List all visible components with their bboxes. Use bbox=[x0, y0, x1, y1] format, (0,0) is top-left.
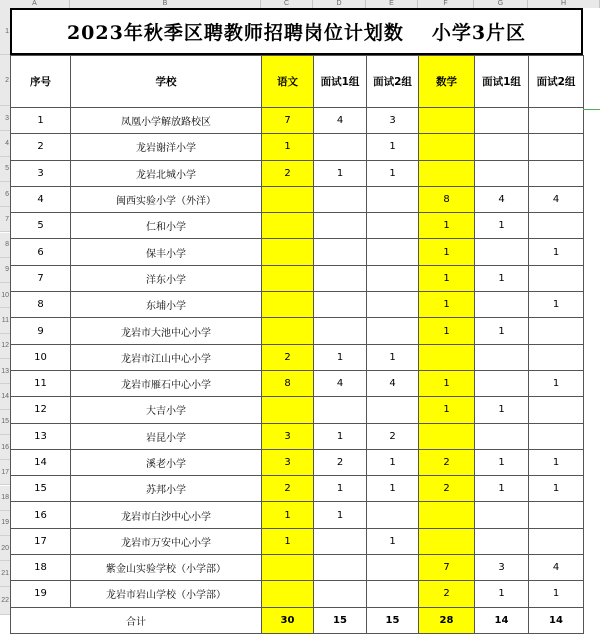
table-row bbox=[11, 160, 584, 186]
row-number[interactable]: 7 bbox=[0, 207, 10, 232]
cell-school[interactable]: 仁和小学 bbox=[71, 213, 262, 239]
header-chinese[interactable]: 语文 bbox=[262, 56, 314, 108]
cell-math-group2[interactable]: 1 bbox=[529, 476, 584, 502]
cell-cn-group2[interactable]: 1 bbox=[367, 449, 419, 475]
title-main: 2023年秋季区聘教师招聘岗位计划数 bbox=[66, 22, 404, 44]
row-number[interactable]: 10 bbox=[0, 283, 10, 308]
column-letter-c[interactable]: C bbox=[261, 0, 313, 8]
total-row bbox=[11, 607, 584, 633]
cell-math-group1[interactable] bbox=[475, 528, 529, 554]
cell-school[interactable]: 龙岩市岩山学校（小学部） bbox=[71, 581, 262, 607]
cell-chinese[interactable] bbox=[262, 213, 314, 239]
cell-school[interactable]: 洋东小学 bbox=[71, 265, 262, 291]
cell-math-group1[interactable] bbox=[475, 160, 529, 186]
selection-gridline bbox=[583, 109, 600, 110]
sheet-title[interactable] bbox=[10, 8, 583, 55]
cell-cn-group2[interactable] bbox=[367, 239, 419, 265]
cell-cn-group2[interactable] bbox=[367, 265, 419, 291]
cell-cn-group1[interactable]: 1 bbox=[314, 476, 367, 502]
table-row bbox=[11, 476, 584, 502]
row-number[interactable]: 5 bbox=[0, 157, 10, 182]
cell-math-group2[interactable]: 4 bbox=[529, 555, 584, 581]
column-letter-h[interactable]: H bbox=[528, 0, 600, 8]
cell-cn-group2[interactable] bbox=[367, 502, 419, 528]
cell-seq[interactable]: 16 bbox=[11, 502, 71, 528]
cell-cn-group2[interactable]: 1 bbox=[367, 476, 419, 502]
table-row bbox=[11, 528, 584, 554]
cell-math-group2[interactable]: 1 bbox=[529, 239, 584, 265]
cell-school[interactable]: 龙岩市万安中心小学 bbox=[71, 528, 262, 554]
row-number[interactable]: 4 bbox=[0, 131, 10, 156]
total-math-group2[interactable]: 14 bbox=[529, 607, 584, 633]
cell-cn-group1[interactable] bbox=[314, 397, 367, 423]
header-school[interactable]: 学校 bbox=[71, 56, 262, 108]
row-number[interactable]: 9 bbox=[0, 258, 10, 283]
header-math-group1[interactable]: 面试1组 bbox=[475, 56, 529, 108]
cell-math-group1[interactable] bbox=[475, 423, 529, 449]
cell-chinese[interactable]: 7 bbox=[262, 108, 314, 134]
cell-cn-group1[interactable]: 1 bbox=[314, 502, 367, 528]
cell-chinese[interactable]: 3 bbox=[262, 449, 314, 475]
cell-math-group1[interactable]: 1 bbox=[475, 213, 529, 239]
cell-chinese[interactable]: 1 bbox=[262, 528, 314, 554]
cell-cn-group2[interactable]: 1 bbox=[367, 160, 419, 186]
cell-school[interactable]: 龙岩市白沙中心小学 bbox=[71, 502, 262, 528]
row-number[interactable]: 12 bbox=[0, 334, 10, 359]
table-row bbox=[11, 449, 584, 475]
cell-cn-group1[interactable] bbox=[314, 239, 367, 265]
cell-math-group1[interactable]: 3 bbox=[475, 555, 529, 581]
table-row bbox=[11, 265, 584, 291]
cell-cn-group1[interactable] bbox=[314, 581, 367, 607]
row-number[interactable]: 6 bbox=[0, 182, 10, 207]
cell-math-group2[interactable] bbox=[529, 213, 584, 239]
column-letter-a[interactable]: A bbox=[0, 0, 70, 8]
cell-math-group2[interactable] bbox=[529, 265, 584, 291]
cell-cn-group1[interactable] bbox=[314, 528, 367, 554]
table-row bbox=[11, 581, 584, 607]
cell-math-group2[interactable] bbox=[529, 344, 584, 370]
cell-seq[interactable]: 11 bbox=[11, 370, 71, 396]
cell-seq[interactable]: 10 bbox=[11, 344, 71, 370]
cell-cn-group1[interactable]: 4 bbox=[314, 370, 367, 396]
cell-cn-group1[interactable] bbox=[314, 213, 367, 239]
cell-seq[interactable]: 13 bbox=[11, 423, 71, 449]
cell-chinese[interactable] bbox=[262, 292, 314, 318]
total-cn-group1[interactable]: 15 bbox=[314, 607, 367, 633]
cell-math-group1[interactable]: 1 bbox=[475, 581, 529, 607]
cell-cn-group2[interactable]: 2 bbox=[367, 423, 419, 449]
cell-math[interactable] bbox=[419, 344, 475, 370]
cell-math-group1[interactable] bbox=[475, 134, 529, 160]
cell-seq[interactable]: 15 bbox=[11, 476, 71, 502]
cell-cn-group1[interactable]: 1 bbox=[314, 344, 367, 370]
row-number[interactable]: 8 bbox=[0, 233, 10, 258]
cell-school[interactable]: 闽西实验小学（外洋） bbox=[71, 186, 262, 212]
cell-cn-group1[interactable] bbox=[314, 265, 367, 291]
header-math-group2[interactable]: 面试2组 bbox=[529, 56, 584, 108]
cell-math[interactable]: 1 bbox=[419, 318, 475, 344]
cell-school[interactable]: 龙岩北城小学 bbox=[71, 160, 262, 186]
cell-seq[interactable]: 14 bbox=[11, 449, 71, 475]
cell-math[interactable]: 1 bbox=[419, 292, 475, 318]
cell-chinese[interactable] bbox=[262, 318, 314, 344]
row-number[interactable]: 18 bbox=[0, 486, 10, 511]
row-number[interactable]: 11 bbox=[0, 308, 10, 333]
cell-cn-group2[interactable]: 4 bbox=[367, 370, 419, 396]
cell-school[interactable]: 岩昆小学 bbox=[71, 423, 262, 449]
header-math[interactable]: 数学 bbox=[419, 56, 475, 108]
row-number[interactable]: 1 bbox=[0, 8, 10, 55]
row-number[interactable]: 22 bbox=[0, 587, 10, 615]
cell-school[interactable]: 东埔小学 bbox=[71, 292, 262, 318]
cell-chinese[interactable]: 8 bbox=[262, 370, 314, 396]
cell-math[interactable] bbox=[419, 502, 475, 528]
cell-math-group1[interactable]: 1 bbox=[475, 397, 529, 423]
cell-chinese[interactable] bbox=[262, 265, 314, 291]
cell-math-group2[interactable] bbox=[529, 108, 584, 134]
table-row bbox=[11, 239, 584, 265]
cell-seq[interactable]: 8 bbox=[11, 292, 71, 318]
table-row bbox=[11, 186, 584, 212]
cell-chinese[interactable]: 2 bbox=[262, 344, 314, 370]
cell-seq[interactable]: 3 bbox=[11, 160, 71, 186]
cell-chinese[interactable]: 2 bbox=[262, 160, 314, 186]
table-row bbox=[11, 344, 584, 370]
cell-math-group2[interactable]: 1 bbox=[529, 581, 584, 607]
cell-cn-group2[interactable] bbox=[367, 581, 419, 607]
cell-cn-group1[interactable]: 2 bbox=[314, 449, 367, 475]
cell-math-group2[interactable] bbox=[529, 397, 584, 423]
cell-seq[interactable]: 17 bbox=[11, 528, 71, 554]
cell-seq[interactable]: 18 bbox=[11, 555, 71, 581]
cell-school[interactable]: 溪老小学 bbox=[71, 449, 262, 475]
cell-math-group2[interactable] bbox=[529, 502, 584, 528]
table-row bbox=[11, 318, 584, 344]
total-label[interactable]: 合计 bbox=[11, 607, 262, 633]
cell-math-group1[interactable]: 1 bbox=[475, 449, 529, 475]
cell-cn-group2[interactable] bbox=[367, 186, 419, 212]
cell-seq[interactable]: 9 bbox=[11, 318, 71, 344]
cell-math[interactable] bbox=[419, 160, 475, 186]
cell-math-group1[interactable] bbox=[475, 344, 529, 370]
total-math-group1[interactable]: 14 bbox=[475, 607, 529, 633]
cell-math[interactable]: 1 bbox=[419, 265, 475, 291]
cell-math-group2[interactable] bbox=[529, 528, 584, 554]
row-number[interactable]: 15 bbox=[0, 410, 10, 435]
table-header-row bbox=[11, 56, 584, 108]
cell-math-group2[interactable] bbox=[529, 134, 584, 160]
cell-school[interactable]: 龙岩市大池中心小学 bbox=[71, 318, 262, 344]
cell-school[interactable]: 紫金山实验学校（小学部） bbox=[71, 555, 262, 581]
cell-math-group2[interactable]: 1 bbox=[529, 370, 584, 396]
row-number[interactable]: 20 bbox=[0, 536, 10, 561]
cell-chinese[interactable] bbox=[262, 239, 314, 265]
total-cn-group2[interactable]: 15 bbox=[367, 607, 419, 633]
cell-math-group2[interactable] bbox=[529, 160, 584, 186]
cell-chinese[interactable] bbox=[262, 186, 314, 212]
cell-cn-group2[interactable] bbox=[367, 555, 419, 581]
cell-math-group1[interactable]: 1 bbox=[475, 476, 529, 502]
cell-math-group1[interactable] bbox=[475, 292, 529, 318]
cell-school[interactable]: 龙岩市雁石中心小学 bbox=[71, 370, 262, 396]
cell-school[interactable]: 保丰小学 bbox=[71, 239, 262, 265]
cell-math[interactable]: 1 bbox=[419, 370, 475, 396]
table-row bbox=[11, 397, 584, 423]
cell-math-group1[interactable]: 1 bbox=[475, 265, 529, 291]
table-row bbox=[11, 370, 584, 396]
cell-math[interactable] bbox=[419, 134, 475, 160]
cell-chinese[interactable] bbox=[262, 581, 314, 607]
cell-school[interactable]: 苏邦小学 bbox=[71, 476, 262, 502]
cell-math[interactable]: 2 bbox=[419, 449, 475, 475]
cell-seq[interactable]: 7 bbox=[11, 265, 71, 291]
row-number[interactable]: 19 bbox=[0, 511, 10, 536]
cell-math[interactable]: 8 bbox=[419, 186, 475, 212]
cell-chinese[interactable]: 1 bbox=[262, 502, 314, 528]
total-math[interactable]: 28 bbox=[419, 607, 475, 633]
cell-cn-group1[interactable]: 4 bbox=[314, 108, 367, 134]
cell-cn-group1[interactable]: 1 bbox=[314, 423, 367, 449]
cell-math[interactable] bbox=[419, 423, 475, 449]
cell-chinese[interactable]: 1 bbox=[262, 134, 314, 160]
cell-math[interactable]: 2 bbox=[419, 476, 475, 502]
header-seq[interactable]: 序号 bbox=[11, 56, 71, 108]
column-letter-g[interactable]: G bbox=[474, 0, 528, 8]
cell-cn-group2[interactable]: 3 bbox=[367, 108, 419, 134]
column-letter-f[interactable]: F bbox=[418, 0, 474, 8]
row-number[interactable]: 13 bbox=[0, 359, 10, 384]
total-chinese[interactable]: 30 bbox=[262, 607, 314, 633]
cell-cn-group2[interactable]: 1 bbox=[367, 528, 419, 554]
cell-seq[interactable]: 19 bbox=[11, 581, 71, 607]
cell-cn-group1[interactable] bbox=[314, 292, 367, 318]
cell-school[interactable]: 凤凰小学解放路校区 bbox=[71, 108, 262, 134]
cell-math[interactable]: 1 bbox=[419, 397, 475, 423]
cell-cn-group2[interactable] bbox=[367, 292, 419, 318]
row-number[interactable]: 3 bbox=[0, 106, 10, 131]
cell-math-group1[interactable] bbox=[475, 108, 529, 134]
cell-chinese[interactable] bbox=[262, 555, 314, 581]
cell-seq[interactable]: 2 bbox=[11, 134, 71, 160]
cell-math[interactable]: 7 bbox=[419, 555, 475, 581]
cell-seq[interactable]: 6 bbox=[11, 239, 71, 265]
cell-math-group1[interactable]: 4 bbox=[475, 186, 529, 212]
cell-school[interactable]: 龙岩市江山中心小学 bbox=[71, 344, 262, 370]
cell-seq[interactable]: 4 bbox=[11, 186, 71, 212]
cell-math-group2[interactable]: 1 bbox=[529, 292, 584, 318]
cell-math[interactable]: 1 bbox=[419, 239, 475, 265]
cell-cn-group1[interactable] bbox=[314, 186, 367, 212]
cell-cn-group1[interactable] bbox=[314, 555, 367, 581]
cell-math-group1[interactable] bbox=[475, 502, 529, 528]
cell-cn-group1[interactable] bbox=[314, 134, 367, 160]
table-row bbox=[11, 134, 584, 160]
cell-seq[interactable]: 1 bbox=[11, 108, 71, 134]
cell-cn-group1[interactable]: 1 bbox=[314, 160, 367, 186]
recruitment-plan-table bbox=[10, 55, 584, 634]
row-number[interactable]: 21 bbox=[0, 561, 10, 586]
table-row bbox=[11, 292, 584, 318]
cell-chinese[interactable]: 2 bbox=[262, 476, 314, 502]
header-cn-group2[interactable]: 面试2组 bbox=[367, 56, 419, 108]
cell-math-group2[interactable]: 4 bbox=[529, 186, 584, 212]
cell-math-group1[interactable] bbox=[475, 370, 529, 396]
table-row bbox=[11, 108, 584, 134]
cell-seq[interactable]: 12 bbox=[11, 397, 71, 423]
cell-school[interactable]: 龙岩谢洋小学 bbox=[71, 134, 262, 160]
cell-math-group1[interactable]: 1 bbox=[475, 318, 529, 344]
column-letter-e[interactable]: E bbox=[366, 0, 418, 8]
cell-chinese[interactable]: 3 bbox=[262, 423, 314, 449]
row-number[interactable]: 16 bbox=[0, 435, 10, 460]
cell-math-group1[interactable] bbox=[475, 239, 529, 265]
header-cn-group1[interactable]: 面试1组 bbox=[314, 56, 367, 108]
cell-math-group2[interactable] bbox=[529, 423, 584, 449]
cell-chinese[interactable] bbox=[262, 397, 314, 423]
row-number[interactable]: 17 bbox=[0, 460, 10, 485]
cell-school[interactable]: 大吉小学 bbox=[71, 397, 262, 423]
row-number[interactable]: 14 bbox=[0, 384, 10, 409]
cell-math[interactable] bbox=[419, 528, 475, 554]
column-letter-d[interactable]: D bbox=[313, 0, 366, 8]
cell-math[interactable]: 2 bbox=[419, 581, 475, 607]
cell-cn-group2[interactable] bbox=[367, 318, 419, 344]
cell-cn-group2[interactable] bbox=[367, 397, 419, 423]
cell-cn-group2[interactable]: 1 bbox=[367, 134, 419, 160]
table-row bbox=[11, 423, 584, 449]
cell-cn-group1[interactable] bbox=[314, 318, 367, 344]
table-row bbox=[11, 502, 584, 528]
cell-seq[interactable]: 5 bbox=[11, 213, 71, 239]
column-letter-b[interactable]: B bbox=[70, 0, 261, 8]
cell-math[interactable] bbox=[419, 108, 475, 134]
title-sub: 小学3片区 bbox=[431, 22, 527, 44]
cell-math[interactable]: 1 bbox=[419, 213, 475, 239]
cell-math-group2[interactable]: 1 bbox=[529, 449, 584, 475]
table-row bbox=[11, 555, 584, 581]
cell-cn-group2[interactable]: 1 bbox=[367, 344, 419, 370]
table-row bbox=[11, 213, 584, 239]
cell-cn-group2[interactable] bbox=[367, 213, 419, 239]
row-number[interactable]: 2 bbox=[0, 55, 10, 106]
cell-math-group2[interactable] bbox=[529, 318, 584, 344]
